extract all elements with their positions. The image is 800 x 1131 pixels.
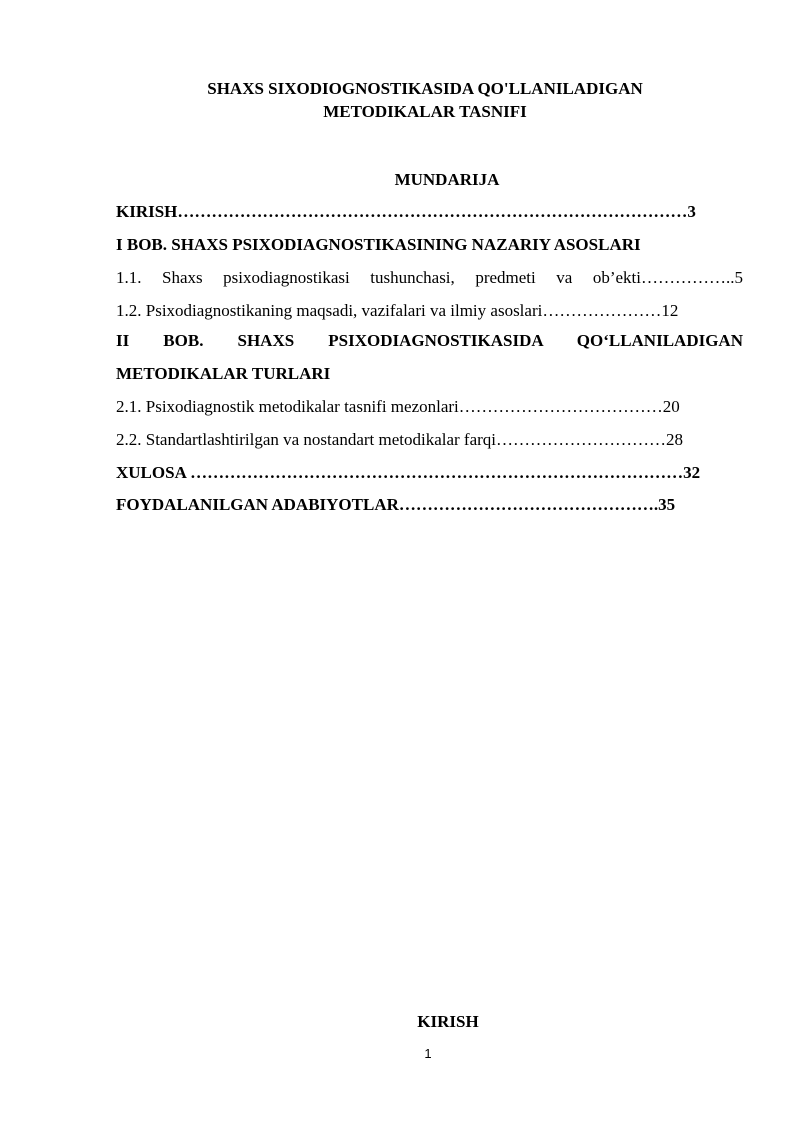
toc-entry-section-2-2: 2.2. Standartlashtirilgan va nostandart metodikalar farqi…………………………28 [116,430,684,449]
chapter-2-title-line-1: II BOB. SHAXS PSIXODIAGNOSTIKASIDA QO‘LLANILADIGAN [116,331,743,350]
chapter-2-title-line-2: METODIKALAR TURLARI [116,364,331,383]
toc-entry-section-1-1: 1.1. Shaxs psixodiagnostikasi tushunchasi, predmeti va ob’ekti……………..5 [116,268,743,287]
toc-entry-introduction: KIRISH………………………………………………………………………………3 [116,202,696,221]
title-line-1: SHAXS SIXODIOGNOSTIKASIDA QO'LLANILADIGAN [207,79,643,98]
toc-heading: MUNDARIJA [394,170,500,189]
toc-entry-section-2-1: 2.1. Psixodiagnostik metodikalar tasnifi mezonlari………………………………20 [116,397,680,416]
toc-entry-section-1-2: 1.2. Psixodiagnostikaning maqsadi, vazifalari va ilmiy asoslari…………………12 [116,301,679,320]
toc-entry-chapter-1: I BOB. SHAXS PSIXODIAGNOSTIKASINING NAZARIY ASOSLARI [116,235,641,254]
toc-entry-references: FOYDALANILGAN ADABIYOTLAR……………………………………….35 [116,495,676,514]
title-line-2: METODIKALAR TASNIFI [323,102,527,121]
page-number: 1 [424,1046,432,1061]
document-title [0,77,800,123]
toc-entry-conclusion: XULOSA ……………………………………………………………………………32 [116,463,701,482]
toc-entry-chapter-2 [116,324,743,390]
section-heading-introduction: KIRISH [417,1012,479,1031]
